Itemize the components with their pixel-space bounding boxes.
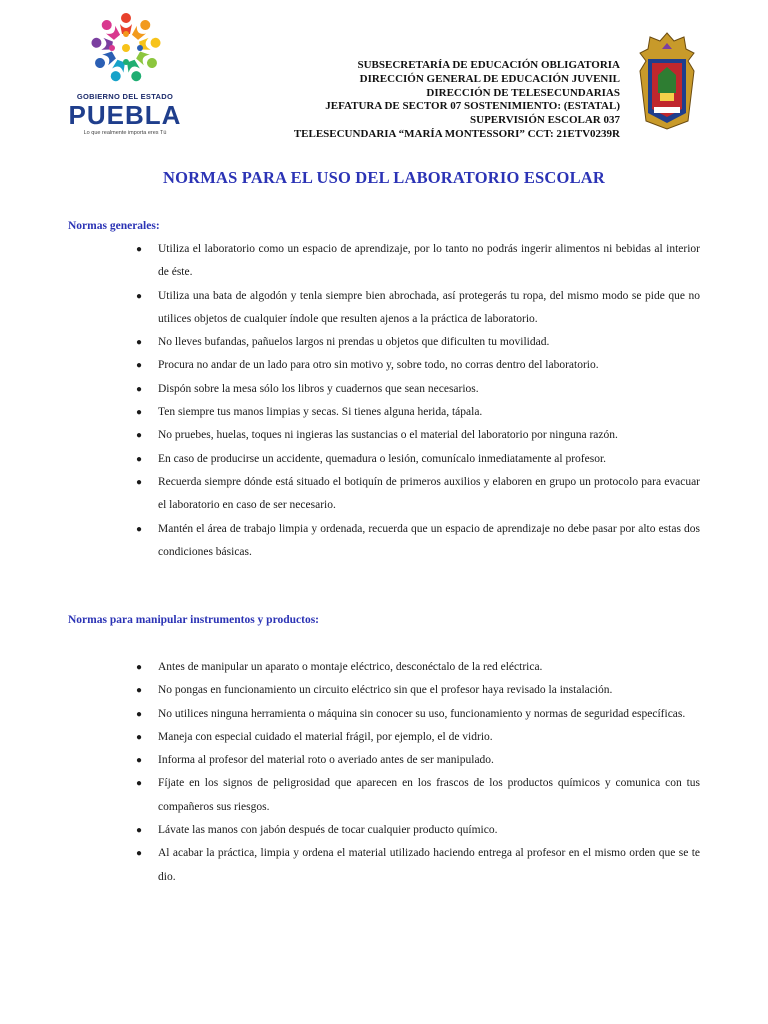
list-item: ● No pongas en funcionamiento un circuito eléctrico sin que el profesor haya revisado la instalación. [0,679,700,702]
bullet-icon: ● [136,383,143,395]
logo-tagline: Lo que realmente importa eres Tú [83,130,167,136]
bullet-icon: ● [136,731,143,743]
bullet-icon: ● [136,778,143,790]
list-item: ● Maneja con especial cuidado el material frágil, por ejemplo, el de vidrio. [0,726,700,749]
bullet-icon: ● [136,290,143,302]
bullet-icon: ● [136,825,143,837]
bullet-icon: ● [136,476,143,488]
list-item: ● Fíjate en los signos de peligrosidad que aparecen en los frascos de los productos químicos y comunica con tus compañeros sus riesgos. [0,772,700,819]
header-line: SUBSECRETARÍA DE EDUCACIÓN OBLIGATORIA [357,59,620,71]
instrument-rules-list [0,656,700,889]
document-title: NORMAS PARA EL USO DEL LABORATORIO ESCOLAR [162,168,606,187]
bullet-icon: ● [136,755,143,767]
school-crest-icon [636,31,698,131]
section-title-general: Normas generales: [68,220,160,232]
list-item: ● Informa al profesor del material roto o averiado antes de ser manipulado. [0,749,700,772]
list-item: ● Dispón sobre la mesa sólo los libros y cuadernos que sean necesarios. [0,378,700,401]
list-item: ● En caso de producirse un accidente, quemadura o lesión, comunícalo inmediatamente al profesor. [0,448,700,471]
list-item: ● Procura no andar de un lado para otro sin motivo y, sobre todo, no corras dentro del laboratorio. [0,354,700,377]
bullet-icon: ● [136,523,143,535]
institution-header [294,59,620,142]
list-item: ● Utiliza una bata de algodón y tenla siempre bien abrochada, así protegerás tu ropa, del mismo modo se pide que no utilices objetos de cualquier índole que resulten ajenos a la práctica de laboratorio. [0,285,700,332]
bullet-icon: ● [136,848,143,860]
list-item: ● Lávate las manos con jabón después de tocar cualquier producto químico. [0,819,700,842]
bullet-icon: ● [136,708,143,720]
section-title-instruments: Normas para manipular instrumentos y productos: [68,614,319,626]
bullet-icon: ● [136,244,143,255]
bullet-icon: ● [136,685,143,697]
list-item: ● Al acabar la práctica, limpia y ordena el material utilizado haciendo entrega al profesor en el mismo orden que se te dio. [0,842,700,889]
header-line: DIRECCIÓN GENERAL DE EDUCACIÓN JUVENIL [359,72,620,85]
list-item: ● Mantén el área de trabajo limpia y ordenada, recuerda que un espacio de aprendizaje no debe pasar por alto estas dos condiciones básicas. [0,518,700,565]
bullet-icon: ● [136,360,143,372]
list-item: ● No utilices ninguna herramienta o máquina sin conocer su uso, funcionamiento y normas de seguridad específicas. [0,703,700,726]
logo-puebla-text: PUEBLA [68,100,182,130]
general-rules-list [0,238,700,564]
list-item: ● Ten siempre tus manos limpias y secas. Si tienes alguna herida, tápala. [0,401,700,424]
bullet-icon: ● [136,662,143,673]
logo-gobierno-text: GOBIERNO DEL ESTADO [76,92,174,101]
list-item: ● Utiliza el laboratorio como un espacio de aprendizaje, por lo tanto no podrás ingerir alimentos ni bebidas al interior de éste. [0,238,700,285]
header-line: TELESECUNDARIA “MARÍA MONTESSORI” CCT: 21ETV0239R [293,127,620,140]
puebla-government-logo [66,10,184,136]
list-item: ● Recuerda siempre dónde está situado el botiquín de primeros auxilios y elaboren en grupo un protocolo para evacuar el laboratorio en caso de ser necesario. [0,471,700,518]
bullet-icon: ● [136,453,143,465]
bullet-icon: ● [136,430,143,442]
list-item: ● No pruebes, huelas, toques ni ingieras las sustancias o el material del laboratorio por ninguna razón. [0,424,700,447]
list-item: ● Antes de manipular un aparato o montaje eléctrico, desconéctalo de la red eléctrica. [0,656,700,679]
flower-people-icon [88,10,164,86]
header-line: JEFATURA DE SECTOR 07 SOSTENIMIENTO: (ESTATAL) [325,100,620,113]
bullet-icon: ● [136,407,143,419]
header-line: SUPERVISIÓN ESCOLAR 037 [470,114,620,127]
header-line: DIRECCIÓN DE TELESECUNDARIAS [426,86,620,99]
list-item: ● No lleves bufandas, pañuelos largos ni prendas u objetos que dificulten tu movilidad. [0,331,700,354]
bullet-icon: ● [136,337,143,349]
